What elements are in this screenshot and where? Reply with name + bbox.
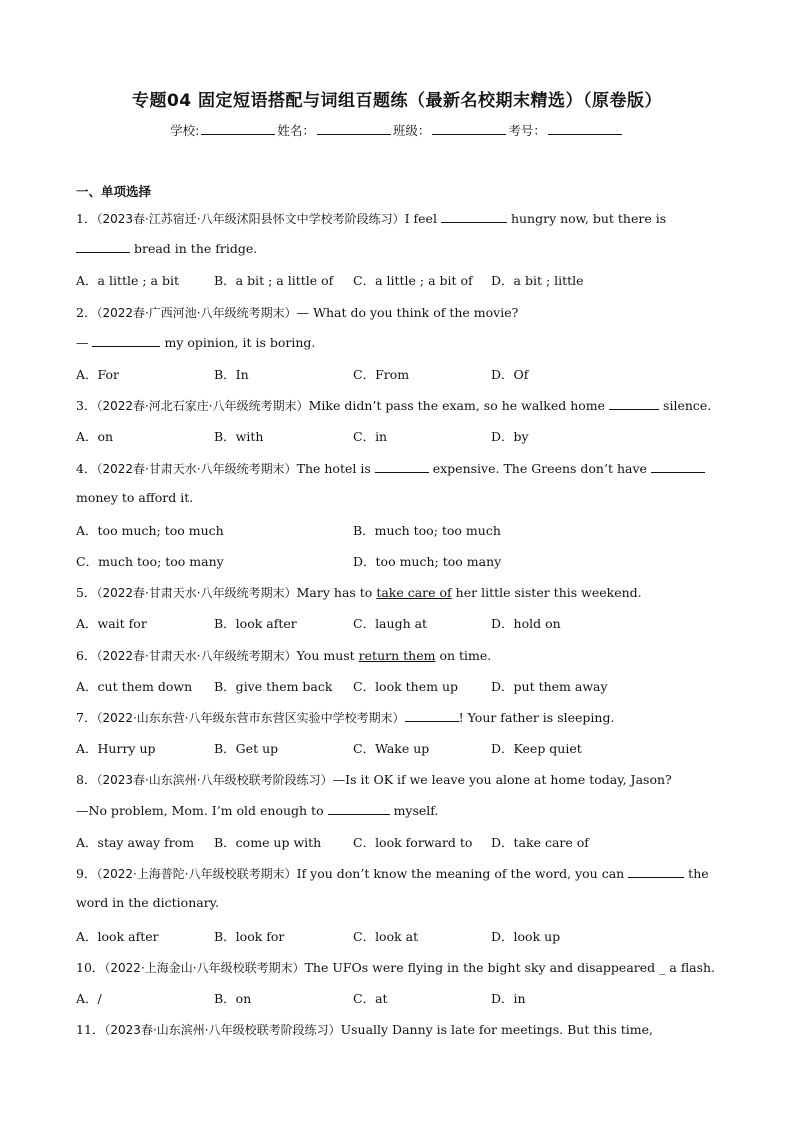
question-source: （2022春·甘肃天水·八年级统考期末） xyxy=(96,462,297,476)
option-b[interactable]: B．with xyxy=(214,429,264,444)
option-c[interactable]: C．look forward to xyxy=(353,835,473,850)
option-a[interactable]: A．look after xyxy=(76,929,159,944)
question-stem: myself. xyxy=(393,803,439,818)
question-source: （2022·上海金山·八年级校联考期末） xyxy=(104,961,305,975)
question-2-line-2 xyxy=(76,334,315,350)
school-label: 学校: xyxy=(170,123,200,138)
question-source: （2022·上海普陀·八年级校联考期末） xyxy=(96,867,297,881)
question-stem: expensive. The Greens don’t have xyxy=(432,461,647,476)
student-info-row xyxy=(0,121,794,139)
question-number: 2． xyxy=(76,305,97,320)
school-blank[interactable] xyxy=(201,122,275,135)
answer-blank xyxy=(328,802,390,815)
question-source: （2023春·江苏宿迁·八年级沭阳县怀文中学校考阶段练习） xyxy=(96,212,405,226)
question-number: 5． xyxy=(76,585,97,600)
question-number: 10． xyxy=(76,960,105,975)
question-number: 1． xyxy=(76,211,97,226)
option-b[interactable]: B．look for xyxy=(214,929,285,944)
option-d[interactable]: D．look up xyxy=(491,929,561,944)
question-stem: her little sister this weekend. xyxy=(455,585,642,600)
question-1-line-1 xyxy=(76,209,666,227)
question-stem: silence. xyxy=(663,398,712,413)
answer-blank xyxy=(628,865,684,878)
option-d[interactable]: D．put them away xyxy=(491,679,608,694)
question-8-line-1 xyxy=(76,770,672,788)
question-number: 8． xyxy=(76,772,97,787)
option-c[interactable]: C．much too; too many xyxy=(76,554,224,569)
option-b[interactable]: B．look after xyxy=(214,616,297,631)
option-b[interactable]: B．a bit ; a little of xyxy=(214,273,334,288)
answer-blank xyxy=(76,240,130,253)
option-b[interactable]: B．give them back xyxy=(214,679,333,694)
question-number: 6． xyxy=(76,648,97,663)
option-c[interactable]: C．a little ; a bit of xyxy=(353,273,473,288)
option-d[interactable]: D．Keep quiet xyxy=(491,741,582,756)
question-4-line-2 xyxy=(76,490,193,505)
page-title: 专题04 固定短语搭配与词组百题练（最新名校期末精选）（原卷版） xyxy=(131,91,663,111)
option-a[interactable]: A．a little ; a bit xyxy=(76,273,179,288)
question-stem: The hotel is xyxy=(296,461,371,476)
question-stem: The UFOs were flying in the bight sky and disappeared xyxy=(304,960,656,975)
option-a[interactable]: A．Hurry up xyxy=(76,741,156,756)
option-a[interactable]: A．too much; too much xyxy=(76,523,224,538)
question-number: 7． xyxy=(76,710,97,725)
question-10-line-1 xyxy=(76,958,715,976)
question-source: （2022春·甘肃天水·八年级统考期末） xyxy=(96,586,297,600)
option-b[interactable]: B．much too; too much xyxy=(353,523,501,538)
question-stem: Mary has to xyxy=(296,585,373,600)
question-stem: a flash. xyxy=(669,960,716,975)
question-number: 3． xyxy=(76,398,97,413)
question-source: （2022·山东东营·八年级东营市东营区实验中学校考期末） xyxy=(96,711,405,725)
option-d[interactable]: D．take care of xyxy=(491,835,589,850)
question-stem: You must xyxy=(296,648,355,663)
option-c[interactable]: C．Wake up xyxy=(353,741,430,756)
question-stem: bread in the fridge. xyxy=(133,241,258,256)
question-2-line-1 xyxy=(76,303,518,321)
question-source: （2023春·山东滨州·八年级校联考阶段练习） xyxy=(104,1023,341,1037)
question-source: （2022春·河北石家庄·八年级统考期末） xyxy=(96,399,309,413)
option-c[interactable]: C．From xyxy=(353,367,410,382)
question-1-line-2 xyxy=(76,240,257,256)
question-stem: money to afford it. xyxy=(76,490,194,505)
option-a[interactable]: A．wait for xyxy=(76,616,147,631)
question-stem: the xyxy=(688,866,709,881)
option-d[interactable]: D．hold on xyxy=(491,616,561,631)
question-number: 4． xyxy=(76,461,97,476)
answer-blank: _ xyxy=(659,960,666,975)
question-stem: I feel xyxy=(404,211,437,226)
underlined-phrase: take care of xyxy=(376,585,452,600)
option-d[interactable]: D．a bit ; little xyxy=(491,273,584,288)
answer-blank xyxy=(651,460,705,473)
question-stem: hungry now, but there is xyxy=(510,211,667,226)
answer-blank xyxy=(441,210,507,223)
question-stem: word in the dictionary. xyxy=(76,895,220,910)
exam-number-label: 考号： xyxy=(508,123,546,138)
question-source: （2022春·广西河池·八年级统考期末） xyxy=(96,306,297,320)
option-c[interactable]: C．laugh at xyxy=(353,616,428,631)
question-stem: ! Your father is sleeping. xyxy=(458,710,615,725)
question-4-line-1 xyxy=(76,459,705,477)
question-7-line-1 xyxy=(76,708,614,726)
question-stem: Mike didn’t pass the exam, so he walked home xyxy=(308,398,606,413)
class-label: 班级： xyxy=(392,123,431,138)
option-c[interactable]: C．at xyxy=(353,991,388,1006)
option-d[interactable]: D．Of xyxy=(491,367,529,382)
option-d[interactable]: D．by xyxy=(491,429,529,444)
option-a[interactable]: A．For xyxy=(76,367,120,382)
question-9-line-1 xyxy=(76,864,709,882)
question-stem: my opinion, it is boring. xyxy=(164,335,316,350)
option-c[interactable]: C．in xyxy=(353,429,388,444)
name-label: 姓名： xyxy=(277,123,315,138)
question-source: （2022春·甘肃天水·八年级统考期末） xyxy=(96,649,297,663)
option-b[interactable]: B．come up with xyxy=(214,835,322,850)
option-a[interactable]: A．cut them down xyxy=(76,679,193,694)
question-11-line-1 xyxy=(76,1020,653,1038)
question-8-line-2 xyxy=(76,802,438,818)
question-number: 9． xyxy=(76,866,97,881)
question-source: （2023春·山东滨州·八年级校联考阶段练习） xyxy=(96,773,333,787)
option-a[interactable]: A．/ xyxy=(76,991,102,1006)
option-a[interactable]: A．stay away from xyxy=(76,835,195,850)
option-b[interactable]: B．on xyxy=(214,991,252,1006)
answer-blank xyxy=(609,397,659,410)
underlined-phrase: return them xyxy=(358,648,436,663)
answer-blank xyxy=(375,460,429,473)
class-blank[interactable] xyxy=(432,122,506,135)
answer-blank xyxy=(405,709,459,722)
option-d[interactable]: D．too much; too many xyxy=(353,554,502,569)
question-stem: —No problem, Mom. I’m old enough to xyxy=(76,803,324,818)
question-stem: Usually Danny is late for meetings. But this time, xyxy=(340,1022,654,1037)
question-stem: —Is it OK if we leave you alone at home today, Jason? xyxy=(332,772,672,787)
option-c[interactable]: C．look them up xyxy=(353,679,459,694)
question-stem: If you don’t know the meaning of the word, you can xyxy=(296,866,625,881)
option-c[interactable]: C．look at xyxy=(353,929,419,944)
question-6-line-1 xyxy=(76,646,491,664)
question-3-line-1 xyxy=(76,396,711,414)
question-stem: — What do you think of the movie? xyxy=(296,305,519,320)
question-number: 11． xyxy=(76,1022,105,1037)
option-b[interactable]: B．Get up xyxy=(214,741,279,756)
option-d[interactable]: D．in xyxy=(491,991,526,1006)
question-5-line-1 xyxy=(76,583,642,601)
option-a[interactable]: A．on xyxy=(76,429,114,444)
question-stem: — xyxy=(76,335,89,350)
section-title: 一、单项选择 xyxy=(76,184,152,199)
exam-number-blank[interactable] xyxy=(548,122,622,135)
question-stem: on time. xyxy=(439,648,492,663)
question-9-line-2 xyxy=(76,895,219,910)
option-b[interactable]: B．In xyxy=(214,367,249,382)
name-blank[interactable] xyxy=(317,122,391,135)
answer-blank xyxy=(92,334,160,347)
